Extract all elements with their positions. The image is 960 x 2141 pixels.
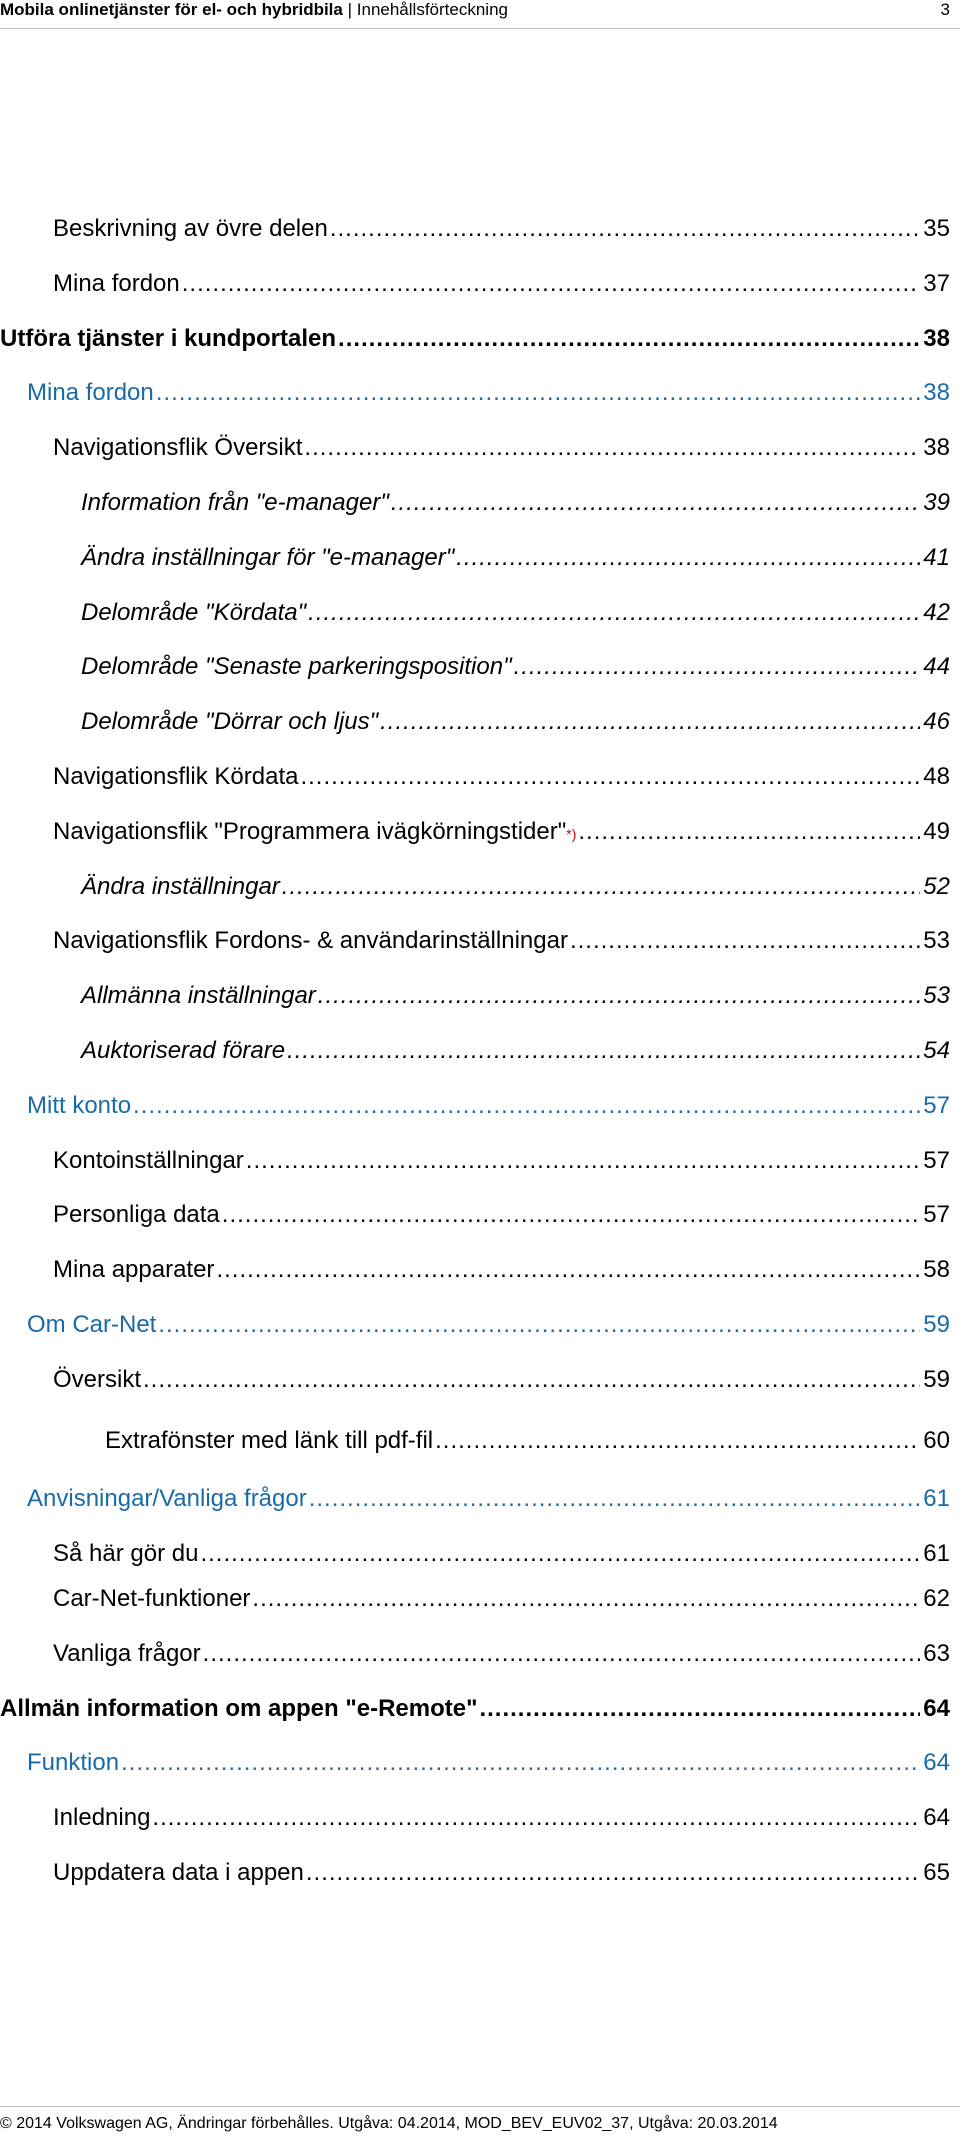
toc-entry[interactable] [53,1146,950,1176]
toc-entry-page: 37 [923,270,950,297]
toc-entry[interactable] [53,1803,950,1833]
toc-entry[interactable] [53,269,950,299]
dot-leader [143,1365,920,1395]
toc-entry[interactable] [53,1858,950,1888]
toc-entry-page: 63 [923,1640,950,1667]
header-separator: | [347,0,353,19]
toc-entry-label: Inledning [53,1804,151,1831]
dot-leader [570,926,920,956]
toc-entry-label: Vanliga frågor [53,1640,201,1667]
toc-entry-label: Extrafönster med länk till pdf-fil [105,1427,434,1454]
toc-entry[interactable] [53,1255,950,1285]
toc-entry-page: 53 [923,927,950,954]
toc-entry-page: 48 [923,763,950,790]
toc-entry-label: Utföra tjänster i kundportalen [0,325,337,352]
toc-entry[interactable] [53,1584,950,1614]
page-footer: © 2014 Volkswagen AG, Ändringar förbehålles. Utgåva: 04.2014, MOD_BEV_EUV02_37, Utgåva: 20.03.2014 [0,2115,778,2132]
toc-entry-page: 42 [923,599,950,626]
toc-entry[interactable] [53,1539,950,1569]
header-divider [0,28,960,29]
toc-entry[interactable] [53,433,950,463]
toc-entry-page: 44 [923,653,950,680]
toc-entry[interactable] [53,1365,950,1395]
footer-divider [0,2106,960,2107]
dot-leader [152,1803,920,1833]
toc-entry-label: Ändra inställningar [81,873,280,900]
dot-leader [133,1091,920,1121]
toc-entry-label: Så här gör du [53,1540,199,1567]
toc-entry-label: Navigationsflik Översikt [53,434,303,461]
toc-entry-label: Anvisningar/Vanliga frågor [27,1485,307,1512]
toc-entry-page: 57 [923,1092,950,1119]
header-section: Innehållsförteckning [356,0,508,19]
toc-entry[interactable] [27,1484,950,1514]
toc-entry[interactable] [81,598,950,628]
toc-entry-label: Navigationsflik "Programmera ivägkörningstider" [53,818,567,845]
dot-leader [309,1484,921,1514]
dot-leader [121,1748,920,1778]
toc-entry-label: Funktion [27,1749,120,1776]
toc-entry-page: 39 [923,489,950,516]
toc-entry-page: 64 [923,1695,950,1722]
dot-leader [158,1310,920,1340]
toc-entry-label: Beskrivning av övre delen [53,215,328,242]
dot-leader [456,543,920,573]
toc-entry-label: Delområde "Dörrar och ljus" [81,708,379,735]
toc-entry[interactable]: Navigationsflik "Programmera ivägkörningstider" *) ..... 49 [53,817,950,847]
toc-entry-page: 52 [923,873,950,900]
toc-entry-label: Information från "e-manager" [81,489,389,516]
dot-leader [435,1426,920,1456]
dot-leader [200,1539,920,1569]
dot-leader [252,1584,920,1614]
dot-leader [380,707,920,737]
toc-entry-page: 57 [923,1147,950,1174]
toc-entry-label: Allmänna inställningar [81,982,316,1009]
toc-entry-label: Ändra inställningar för "e-manager" [81,544,455,571]
toc-entry-page: 38 [923,434,950,461]
toc-entry-label: Navigationsflik Kördata [53,763,299,790]
dot-leader [306,1858,920,1888]
dot-leader [308,598,920,628]
dot-leader [338,324,920,354]
toc-entry-label: Kontoinställningar [53,1147,244,1174]
dot-leader [578,817,920,847]
toc-entry-label: Mitt konto [27,1092,132,1119]
dot-leader [330,214,920,244]
dot-leader [246,1146,921,1176]
dot-leader [203,1639,921,1669]
toc-entry-label: Översikt [53,1366,142,1393]
toc-entry-label: Delområde "Kördata" [81,599,307,626]
dot-leader [222,1200,921,1230]
toc-entry[interactable] [81,707,950,737]
toc-entry-page: 58 [923,1256,950,1283]
dot-leader [391,488,920,518]
toc-entry[interactable] [81,543,950,573]
toc-entry-label: Om Car-Net [27,1311,157,1338]
header-title [0,0,508,20]
toc-entry-page: 38 [923,325,950,352]
dot-leader [318,981,921,1011]
toc-entry-label: Navigationsflik Fordons- & användarinställningar [53,927,568,954]
page-number: 3 [940,0,950,19]
toc-entry-page: 49 [923,818,950,845]
toc-entry-page: 38 [923,379,950,406]
toc-entry-label: Car-Net-funktioner [53,1585,251,1612]
dot-leader [300,762,920,792]
toc-entry[interactable] [53,1639,950,1669]
toc-entry[interactable] [27,1091,950,1121]
toc-entry-label: Delområde "Senaste parkeringsposition" [81,653,512,680]
toc-entry-page: 60 [923,1427,950,1454]
dot-leader [282,872,921,902]
toc-entry-page: 61 [923,1485,950,1512]
toc-entry[interactable] [53,762,950,792]
toc-entry-page: 46 [923,708,950,735]
toc-entry-label: Mina fordon [53,270,180,297]
toc-entry-page: 41 [923,544,950,571]
toc-entry[interactable] [81,652,950,682]
toc-entry-label: Personliga data [53,1201,220,1228]
toc-entry-page: 62 [923,1585,950,1612]
toc-entry[interactable] [0,324,950,354]
dot-leader [514,652,921,682]
toc-entry[interactable] [105,1426,950,1456]
toc-entry[interactable] [53,214,950,244]
toc-entry-page: 59 [923,1366,950,1393]
toc-entry[interactable] [53,1200,950,1230]
toc-entry-label: Allmän information om appen "e-Remote" [0,1695,478,1722]
toc-entry-label: Auktoriserad förare [81,1037,286,1064]
toc-entry-page: 35 [923,215,950,242]
toc-entry-label: Mina apparater [53,1256,215,1283]
dot-leader [156,378,921,408]
dot-leader [287,1036,920,1066]
page-header [0,0,960,22]
toc-entry-page: 61 [923,1540,950,1567]
toc-entry[interactable] [81,872,950,902]
dot-leader [216,1255,920,1285]
dot-leader [304,433,920,463]
toc-entry[interactable] [27,1310,950,1340]
toc-entry-page: 65 [923,1859,950,1886]
toc-entry[interactable] [27,378,950,408]
toc-entry[interactable] [53,926,950,956]
toc-entry[interactable] [81,488,950,518]
toc-entry[interactable] [81,1036,950,1066]
toc-entry-label: Mina fordon [27,379,154,406]
toc-entry-page: 53 [923,982,950,1009]
toc-entry[interactable] [0,1694,950,1724]
toc-entry[interactable] [27,1748,950,1778]
toc-entry-page: 57 [923,1201,950,1228]
toc-entry-page: 59 [923,1311,950,1338]
toc-entry-page: 64 [923,1804,950,1831]
toc-entry[interactable] [81,981,950,1011]
toc-entry-page: 54 [923,1037,950,1064]
dot-leader [182,269,921,299]
toc-entry-label: Uppdatera data i appen [53,1859,304,1886]
document-title: Mobila onlinetjänster för el- och hybridbila [0,0,343,19]
toc-entry-page: 64 [923,1749,950,1776]
dot-leader [479,1694,920,1724]
